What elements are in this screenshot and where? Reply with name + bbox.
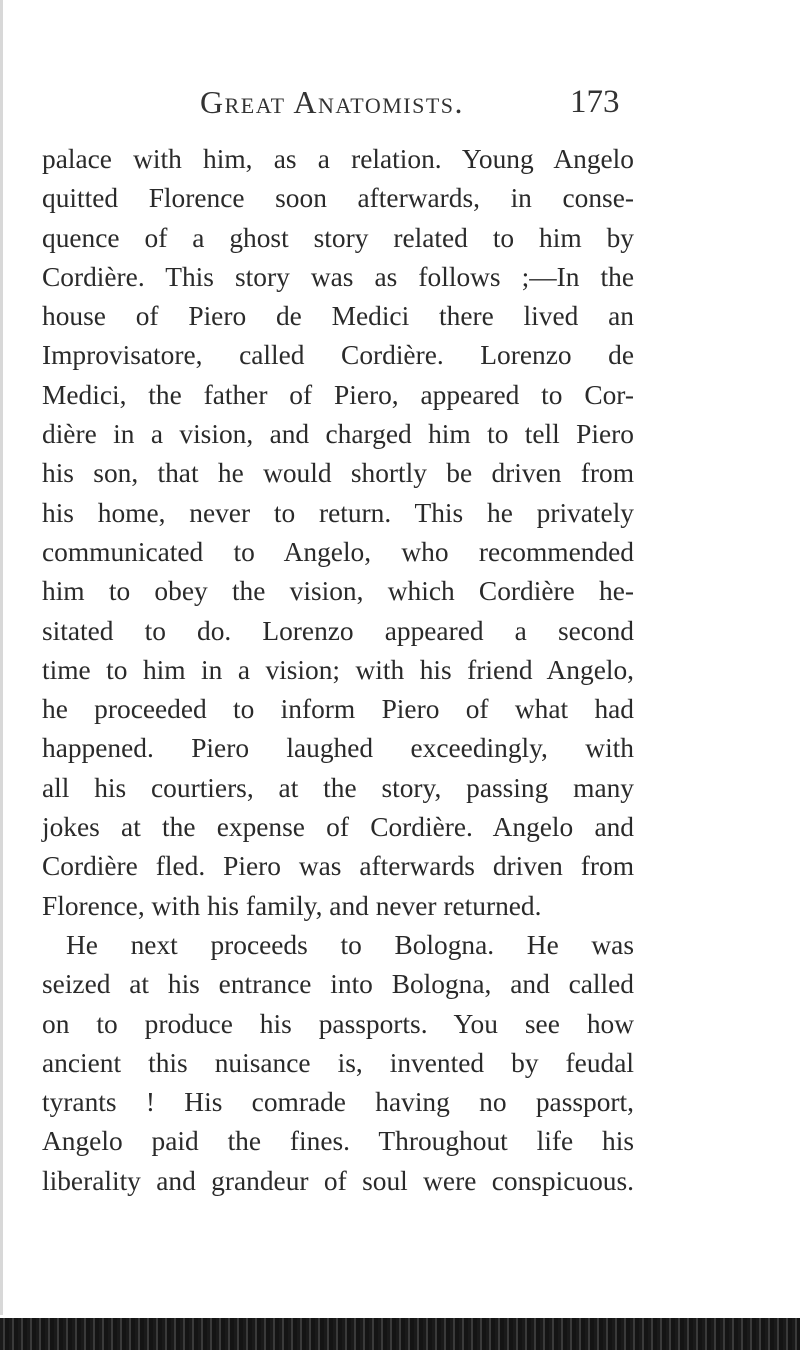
text-line: sitated to do. Lorenzo appeared a second (42, 615, 634, 646)
text-line: liberality and grandeur of soul were conspicuous. (42, 1165, 634, 1196)
page-edge-shadow (0, 0, 3, 1315)
text-line: house of Piero de Medici there lived an (42, 301, 634, 332)
text-line: his home, never to return. This he privately (42, 497, 634, 528)
text-line: jokes at the expense of Cordière. Angelo and (42, 812, 634, 843)
text-line: Cordière fled. Piero was afterwards driven from (42, 851, 634, 882)
text-line: Improvisatore, called Cordière. Lorenzo de (42, 340, 634, 371)
text-line: quence of a ghost story related to him by (42, 222, 634, 253)
text-line: tyrants ! His comrade having no passport, (42, 1087, 634, 1118)
text-line: Medici, the father of Piero, appeared to Cor- (42, 379, 634, 410)
text-line: communicated to Angelo, who recommended (42, 536, 634, 567)
text-line: on to produce his passports. You see how (42, 1008, 634, 1039)
text-line: happened. Piero laughed exceedingly, with (42, 733, 634, 764)
body-text (42, 140, 634, 1201)
page-number: 173 (570, 84, 620, 120)
text-line: palace with him, as a relation. Young Angelo (42, 144, 634, 174)
text-line: Angelo paid the fines. Throughout life his (42, 1126, 634, 1157)
text-line: dière in a vision, and charged him to tell Piero (42, 419, 634, 450)
scan-bottom-edge (0, 1318, 800, 1350)
text-line: time to him in a vision; with his friend Angelo, (42, 654, 634, 685)
text-line: all his courtiers, at the story, passing many (42, 772, 634, 803)
text-line: seized at his entrance into Bologna, and called (42, 969, 634, 1000)
paragraph-start-line: He next proceeds to Bologna. He was (66, 929, 634, 960)
paragraph-end-line: Florence, with his family, and never returned. (42, 890, 542, 921)
running-head-title: Great Anatomists. (200, 84, 465, 120)
text-line: ancient this nuisance is, invented by feudal (42, 1047, 634, 1078)
text-line: he proceeded to inform Piero of what had (42, 694, 634, 725)
running-head (0, 80, 800, 124)
text-line: Cordière. This story was as follows ;—In the (42, 261, 634, 292)
text-line: his son, that he would shortly be driven from (42, 458, 634, 489)
text-line: quitted Florence soon afterwards, in conse- (42, 183, 634, 214)
text-line: him to obey the vision, which Cordière he- (42, 576, 634, 607)
